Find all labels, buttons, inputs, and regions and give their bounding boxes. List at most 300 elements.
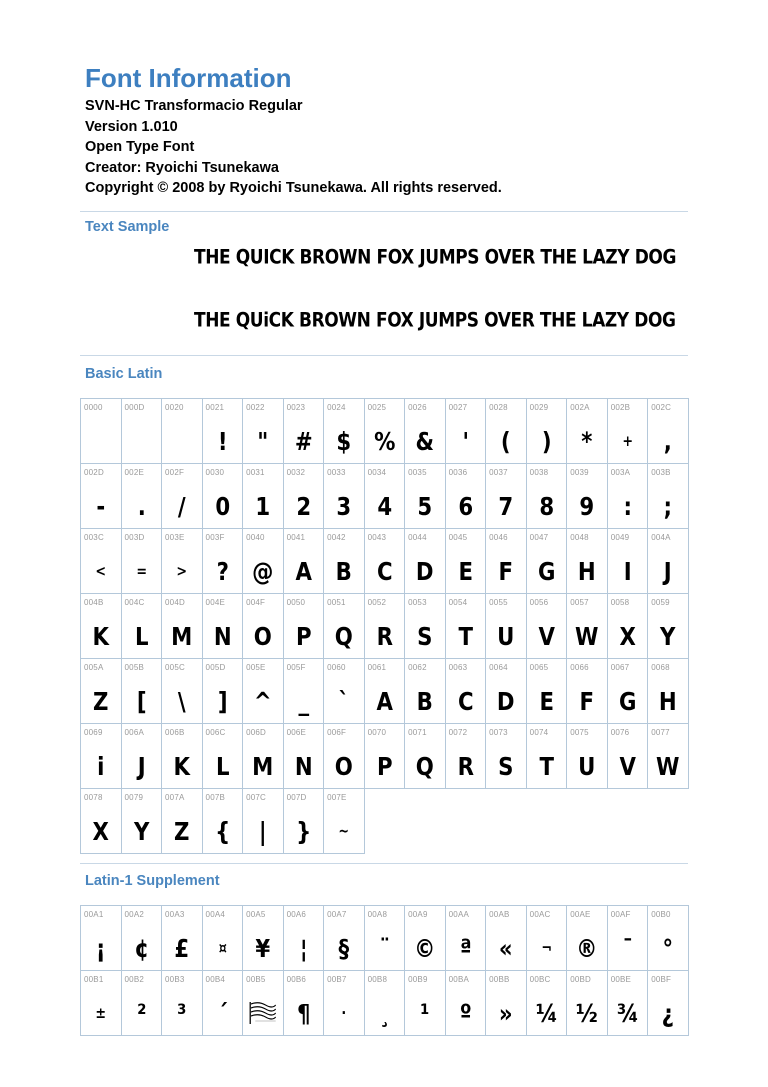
codepoint-label: 006E bbox=[286, 728, 307, 737]
glyph-cell bbox=[81, 789, 122, 854]
glyph-cell bbox=[567, 971, 608, 1036]
glyph-preview: > bbox=[176, 562, 188, 580]
glyph-preview: ¯ bbox=[622, 933, 633, 963]
glyph-cell bbox=[527, 659, 568, 724]
codepoint-label: 00A5 bbox=[246, 910, 266, 919]
codepoint-label: 002D bbox=[84, 468, 104, 477]
codepoint-label: 0064 bbox=[489, 663, 508, 672]
glyph-cell bbox=[405, 659, 446, 724]
codepoint-label: 004C bbox=[124, 598, 145, 607]
codepoint-label: 004E bbox=[205, 598, 226, 607]
glyph-preview: ± bbox=[95, 1004, 107, 1022]
codepoint-label: 00B7 bbox=[327, 975, 347, 984]
codepoint-label: 0063 bbox=[448, 663, 468, 672]
glyph-preview: ; bbox=[663, 491, 673, 521]
glyph-preview: 9 bbox=[579, 491, 595, 521]
glyph-preview: B bbox=[416, 686, 433, 716]
glyph-cell bbox=[284, 399, 325, 464]
glyph-preview: F bbox=[498, 556, 514, 586]
page-title: Font Information bbox=[85, 63, 292, 93]
glyph-preview: ´ bbox=[216, 998, 228, 1028]
codepoint-label: 0061 bbox=[367, 663, 387, 672]
codepoint-label: 0026 bbox=[408, 403, 427, 412]
codepoint-label: 0020 bbox=[165, 403, 184, 412]
glyph-cell bbox=[324, 724, 365, 789]
glyph-preview: G bbox=[618, 686, 637, 716]
glyph-preview: 4 bbox=[376, 491, 392, 521]
codepoint-label: 0031 bbox=[246, 468, 265, 477]
font-type: Open Type Font bbox=[85, 139, 195, 155]
glyph-preview: ( bbox=[501, 426, 511, 456]
glyph-preview: V bbox=[538, 621, 555, 651]
glyph-preview: : bbox=[623, 491, 632, 521]
glyph-preview: A bbox=[376, 686, 393, 716]
glyph-cell bbox=[405, 724, 446, 789]
codepoint-label: 0042 bbox=[327, 533, 346, 542]
codepoint-label: 002B bbox=[610, 403, 631, 412]
codepoint-label: 00BB bbox=[489, 975, 510, 984]
glyph-cell bbox=[81, 464, 122, 529]
basic-latin-grid bbox=[80, 398, 689, 854]
codepoint-label: 0050 bbox=[286, 598, 306, 607]
glyph-cell bbox=[405, 529, 446, 594]
glyph-cell bbox=[648, 906, 689, 971]
glyph-cell bbox=[324, 906, 365, 971]
glyph-preview: | bbox=[258, 816, 267, 846]
glyph-preview bbox=[165, 421, 199, 461]
glyph-cell bbox=[243, 399, 284, 464]
latin1-heading: Latin-1 Supplement bbox=[85, 873, 220, 889]
codepoint-label: 007C bbox=[246, 793, 266, 802]
glyph-cell bbox=[608, 724, 649, 789]
glyph-cell bbox=[365, 659, 406, 724]
glyph-cell bbox=[446, 529, 487, 594]
codepoint-label: 003A bbox=[610, 468, 631, 477]
glyph-preview: Z bbox=[93, 686, 109, 716]
glyph-preview: F bbox=[579, 686, 595, 716]
glyph-preview: ½ bbox=[575, 998, 598, 1028]
glyph-preview: = bbox=[135, 562, 147, 580]
glyph-preview: I bbox=[623, 556, 632, 586]
glyph-cell bbox=[203, 529, 244, 594]
glyph-preview: . bbox=[137, 491, 146, 521]
glyph-cell bbox=[527, 594, 568, 659]
glyph-cell bbox=[122, 464, 163, 529]
codepoint-label: 006A bbox=[124, 728, 144, 737]
codepoint-label: 0022 bbox=[246, 403, 265, 412]
glyph-cell bbox=[446, 399, 487, 464]
codepoint-label: 0035 bbox=[408, 468, 427, 477]
glyph-preview: N bbox=[213, 621, 232, 651]
glyph-preview: ] bbox=[217, 686, 228, 716]
glyph-preview: ² bbox=[136, 998, 146, 1028]
codepoint-label: 0070 bbox=[367, 728, 387, 737]
glyph-preview: & bbox=[415, 426, 435, 456]
glyph-preview: Q bbox=[415, 751, 434, 781]
glyph-preview: 6 bbox=[457, 491, 473, 521]
glyph-cell bbox=[203, 906, 244, 971]
glyph-preview: 0 bbox=[214, 491, 230, 521]
codepoint-label: 00A1 bbox=[84, 910, 104, 919]
codepoint-label: 006D bbox=[246, 728, 266, 737]
glyph-cell bbox=[122, 789, 163, 854]
codepoint-label: 00B1 bbox=[84, 975, 104, 984]
glyph-cell bbox=[648, 594, 689, 659]
glyph-cell bbox=[648, 724, 689, 789]
glyph-cell bbox=[81, 594, 122, 659]
codepoint-label: 00B3 bbox=[165, 975, 185, 984]
glyph-preview bbox=[124, 421, 158, 461]
codepoint-label: 0068 bbox=[651, 663, 670, 672]
codepoint-label: 002A bbox=[570, 403, 590, 412]
codepoint-label: 00A3 bbox=[165, 910, 185, 919]
codepoint-label: 0046 bbox=[489, 533, 508, 542]
glyph-cell bbox=[608, 529, 649, 594]
glyph-cell bbox=[405, 971, 446, 1036]
glyph-cell bbox=[365, 906, 406, 971]
codepoint-label: 00AC bbox=[529, 910, 551, 919]
glyph-cell bbox=[324, 594, 365, 659]
glyph-cell bbox=[284, 594, 325, 659]
glyph-preview: - bbox=[96, 491, 106, 521]
glyph-preview: K bbox=[92, 621, 109, 651]
glyph-cell bbox=[243, 464, 284, 529]
glyph-cell bbox=[243, 529, 284, 594]
glyph-preview: H bbox=[578, 556, 596, 586]
codepoint-label: 00B6 bbox=[286, 975, 307, 984]
glyph-cell bbox=[365, 594, 406, 659]
codepoint-label: 00BC bbox=[529, 975, 551, 984]
codepoint-label: 007E bbox=[327, 793, 347, 802]
codepoint-label: 0078 bbox=[84, 793, 103, 802]
codepoint-label: 0055 bbox=[489, 598, 508, 607]
codepoint-label: 0021 bbox=[205, 403, 225, 412]
glyph-cell bbox=[122, 659, 163, 724]
codepoint-label: 007B bbox=[205, 793, 226, 802]
glyph-preview: E bbox=[539, 686, 554, 716]
glyph-preview: ¶ bbox=[296, 998, 311, 1028]
glyph-cell bbox=[324, 789, 365, 854]
glyph-preview: ° bbox=[662, 933, 674, 963]
glyph-preview: ¢ bbox=[133, 933, 149, 963]
glyph-preview: ¸ bbox=[379, 998, 390, 1028]
glyph-cell bbox=[567, 724, 608, 789]
glyph-cell bbox=[162, 789, 203, 854]
glyph-preview: i bbox=[97, 751, 105, 781]
glyph-cell bbox=[446, 971, 487, 1036]
glyph-preview: L bbox=[134, 621, 149, 651]
glyph-cell bbox=[486, 971, 527, 1036]
codepoint-label: 003F bbox=[205, 533, 225, 542]
glyph-cell bbox=[324, 659, 365, 724]
glyph-cell bbox=[486, 659, 527, 724]
glyph-preview: Z bbox=[174, 816, 190, 846]
codepoint-label: 006C bbox=[205, 728, 226, 737]
codepoint-label: 0056 bbox=[529, 598, 549, 607]
codepoint-label: 0039 bbox=[570, 468, 589, 477]
glyph-cell bbox=[81, 529, 122, 594]
glyph-cell bbox=[203, 724, 244, 789]
codepoint-label: 006B bbox=[165, 728, 185, 737]
glyph-preview: C bbox=[457, 686, 474, 716]
glyph-preview: L bbox=[215, 751, 230, 781]
codepoint-label: 0067 bbox=[610, 663, 630, 672]
glyph-preview: R bbox=[457, 751, 474, 781]
codepoint-label: 0023 bbox=[286, 403, 306, 412]
glyph-cell bbox=[81, 399, 122, 464]
glyph-cell bbox=[162, 464, 203, 529]
glyph-preview: D bbox=[497, 686, 515, 716]
glyph-preview: 2 bbox=[295, 491, 311, 521]
divider bbox=[80, 355, 688, 356]
glyph-cell bbox=[567, 529, 608, 594]
codepoint-label: 00A6 bbox=[286, 910, 307, 919]
glyph-cell bbox=[81, 906, 122, 971]
glyph-preview: J bbox=[664, 556, 672, 586]
glyph-preview: J bbox=[137, 751, 146, 781]
glyph-cell bbox=[284, 529, 325, 594]
glyph-cell bbox=[284, 906, 325, 971]
codepoint-label: 007A bbox=[165, 793, 185, 802]
glyph-preview: S bbox=[498, 751, 514, 781]
glyph-preview: $ bbox=[336, 426, 352, 456]
glyph-cell bbox=[608, 594, 649, 659]
glyph-preview: \ bbox=[177, 686, 186, 716]
codepoint-label: 0036 bbox=[448, 468, 468, 477]
glyph-preview: U bbox=[497, 621, 515, 651]
glyph-cell bbox=[243, 724, 284, 789]
codepoint-label: 00B9 bbox=[408, 975, 428, 984]
glyph-cell bbox=[284, 464, 325, 529]
glyph-cell bbox=[81, 724, 122, 789]
basic-latin-heading: Basic Latin bbox=[85, 366, 163, 382]
text-sample-lowercase: THE QUiCK BROWN FOX JUMPS OVER THE LAZY DOG bbox=[194, 309, 676, 332]
glyph-preview: ® bbox=[576, 933, 598, 963]
glyph-cell bbox=[81, 971, 122, 1036]
glyph-cell bbox=[608, 464, 649, 529]
glyph-cell bbox=[648, 971, 689, 1036]
glyph-cell bbox=[446, 906, 487, 971]
codepoint-label: 0074 bbox=[529, 728, 549, 737]
codepoint-label: 006F bbox=[327, 728, 347, 737]
glyph-preview: T bbox=[539, 751, 554, 781]
codepoint-label: 0048 bbox=[570, 533, 589, 542]
codepoint-label: 0044 bbox=[408, 533, 427, 542]
glyph-preview: O bbox=[253, 621, 272, 651]
glyph-cell bbox=[446, 594, 487, 659]
glyph-cell bbox=[405, 464, 446, 529]
glyph-cell bbox=[405, 906, 446, 971]
glyph-preview: P bbox=[295, 621, 312, 651]
codepoint-label: 0053 bbox=[408, 598, 427, 607]
glyph-cell bbox=[486, 399, 527, 464]
glyph-preview: H bbox=[659, 686, 677, 716]
codepoint-label: 0033 bbox=[327, 468, 346, 477]
codepoint-label: 00AB bbox=[489, 910, 510, 919]
text-sample-uppercase: THE QUICK BROWN FOX JUMPS OVER THE LAZY DOG bbox=[194, 246, 677, 269]
glyph-preview: · bbox=[341, 1004, 347, 1022]
codepoint-label: 00A4 bbox=[205, 910, 226, 919]
codepoint-label: 0069 bbox=[84, 728, 103, 737]
glyph-cell bbox=[648, 529, 689, 594]
glyph-cell bbox=[284, 659, 325, 724]
glyph-cell bbox=[162, 724, 203, 789]
glyph-cell bbox=[365, 529, 406, 594]
glyph-preview: R bbox=[376, 621, 393, 651]
glyph-preview: ? bbox=[216, 556, 229, 586]
codepoint-label: 0047 bbox=[529, 533, 549, 542]
glyph-preview: W bbox=[656, 751, 680, 781]
codepoint-label: 0060 bbox=[327, 663, 346, 672]
glyph-cell bbox=[567, 464, 608, 529]
glyph-preview: Y bbox=[660, 621, 676, 651]
glyph-cell bbox=[527, 529, 568, 594]
glyph-preview: * bbox=[581, 426, 593, 456]
glyph-cell bbox=[648, 399, 689, 464]
codepoint-label: 00B2 bbox=[124, 975, 144, 984]
codepoint-label: 00BE bbox=[610, 975, 632, 984]
codepoint-label: 002E bbox=[124, 468, 144, 477]
glyph-preview: 3 bbox=[336, 491, 352, 521]
glyph-cell bbox=[567, 659, 608, 724]
codepoint-label: 004D bbox=[165, 598, 185, 607]
glyph-cell bbox=[122, 906, 163, 971]
codepoint-label: 005C bbox=[165, 663, 185, 672]
codepoint-label: 0052 bbox=[367, 598, 387, 607]
codepoint-label: 005E bbox=[246, 663, 266, 672]
divider bbox=[80, 211, 688, 212]
glyph-preview: A bbox=[295, 556, 312, 586]
glyph-preview: 8 bbox=[539, 491, 554, 521]
glyph-preview: V bbox=[619, 751, 636, 781]
codepoint-label: 00BA bbox=[448, 975, 470, 984]
glyph-preview: [ bbox=[136, 686, 147, 716]
glyph-cell bbox=[122, 529, 163, 594]
glyph-preview: E bbox=[458, 556, 473, 586]
glyph-cell bbox=[446, 724, 487, 789]
glyph-cell bbox=[486, 464, 527, 529]
codepoint-label: 003C bbox=[84, 533, 104, 542]
codepoint-label: 0041 bbox=[286, 533, 306, 542]
codepoint-label: 0071 bbox=[408, 728, 427, 737]
glyph-preview: % bbox=[373, 426, 396, 456]
font-info bbox=[85, 96, 502, 199]
codepoint-label: 0038 bbox=[529, 468, 549, 477]
glyph-preview: ª bbox=[459, 933, 472, 963]
glyph-cell bbox=[405, 399, 446, 464]
glyph-cell bbox=[203, 971, 244, 1036]
codepoint-label: 00AA bbox=[448, 910, 470, 919]
glyph-cell bbox=[203, 464, 244, 529]
flag-icon bbox=[246, 993, 280, 1033]
glyph-cell bbox=[608, 906, 649, 971]
codepoint-label: 00B0 bbox=[651, 910, 671, 919]
glyph-preview: B bbox=[335, 556, 352, 586]
glyph-preview: « bbox=[499, 933, 513, 963]
codepoint-label: 00AF bbox=[610, 910, 631, 919]
glyph-cell bbox=[203, 399, 244, 464]
divider bbox=[80, 863, 688, 864]
glyph-cell bbox=[324, 399, 365, 464]
glyph-preview: ¡ bbox=[95, 933, 106, 963]
codepoint-label: 00A8 bbox=[367, 910, 388, 919]
codepoint-label: 005A bbox=[84, 663, 104, 672]
glyph-preview: £ bbox=[174, 933, 190, 963]
codepoint-label: 00BD bbox=[570, 975, 591, 984]
glyph-cell bbox=[122, 594, 163, 659]
codepoint-label: 0000 bbox=[84, 403, 103, 412]
glyph-cell bbox=[203, 789, 244, 854]
glyph-cell bbox=[405, 594, 446, 659]
glyph-cell bbox=[486, 594, 527, 659]
glyph-preview: Y bbox=[133, 816, 149, 846]
glyph-cell bbox=[365, 464, 406, 529]
glyph-cell bbox=[567, 594, 608, 659]
glyph-cell bbox=[162, 399, 203, 464]
codepoint-label: 00A9 bbox=[408, 910, 428, 919]
codepoint-label: 0079 bbox=[124, 793, 144, 802]
codepoint-label: 00B4 bbox=[205, 975, 226, 984]
glyph-preview: M bbox=[171, 621, 193, 651]
glyph-cell bbox=[567, 399, 608, 464]
glyph-preview: ' bbox=[462, 426, 469, 456]
glyph-cell bbox=[324, 529, 365, 594]
glyph-preview: ¦ bbox=[299, 933, 308, 963]
glyph-preview: X bbox=[92, 816, 109, 846]
font-name: SVN-HC Transformacio Regular bbox=[85, 98, 303, 114]
font-version: Version 1.010 bbox=[85, 118, 178, 135]
glyph-preview: { bbox=[214, 816, 230, 846]
glyph-preview: ~ bbox=[338, 822, 350, 840]
glyph-cell bbox=[243, 594, 284, 659]
glyph-preview: / bbox=[177, 491, 186, 521]
glyph-cell bbox=[243, 971, 284, 1036]
glyph-preview: X bbox=[619, 621, 636, 651]
glyph-cell bbox=[284, 789, 325, 854]
glyph-cell bbox=[446, 464, 487, 529]
glyph-cell bbox=[527, 906, 568, 971]
codepoint-label: 007D bbox=[286, 793, 307, 802]
codepoint-label: 0058 bbox=[610, 598, 630, 607]
codepoint-label: 005D bbox=[205, 663, 226, 672]
glyph-preview: C bbox=[376, 556, 393, 586]
codepoint-label: 0057 bbox=[570, 598, 589, 607]
glyph-cell bbox=[122, 724, 163, 789]
glyph-preview: ! bbox=[217, 426, 228, 456]
font-creator: Creator: Ryoichi Tsunekawa bbox=[85, 159, 279, 176]
glyph-cell bbox=[527, 971, 568, 1036]
glyph-preview: # bbox=[294, 426, 313, 456]
glyph-preview: ¬ bbox=[541, 939, 552, 957]
latin1-grid bbox=[80, 905, 689, 1036]
glyph-cell bbox=[243, 789, 284, 854]
glyph-cell bbox=[162, 906, 203, 971]
codepoint-label: 0027 bbox=[448, 403, 468, 412]
glyph-cell bbox=[608, 971, 649, 1036]
codepoint-label: 0059 bbox=[651, 598, 670, 607]
glyph-preview: ¤ bbox=[218, 939, 227, 957]
codepoint-label: 0076 bbox=[610, 728, 630, 737]
glyph-cell bbox=[162, 971, 203, 1036]
codepoint-label: 004F bbox=[246, 598, 266, 607]
glyph-cell bbox=[446, 659, 487, 724]
codepoint-label: 0034 bbox=[367, 468, 387, 477]
codepoint-label: 003E bbox=[165, 533, 185, 542]
codepoint-label: 0032 bbox=[286, 468, 306, 477]
glyph-cell bbox=[203, 659, 244, 724]
glyph-cell bbox=[324, 464, 365, 529]
glyph-preview: T bbox=[458, 621, 473, 651]
